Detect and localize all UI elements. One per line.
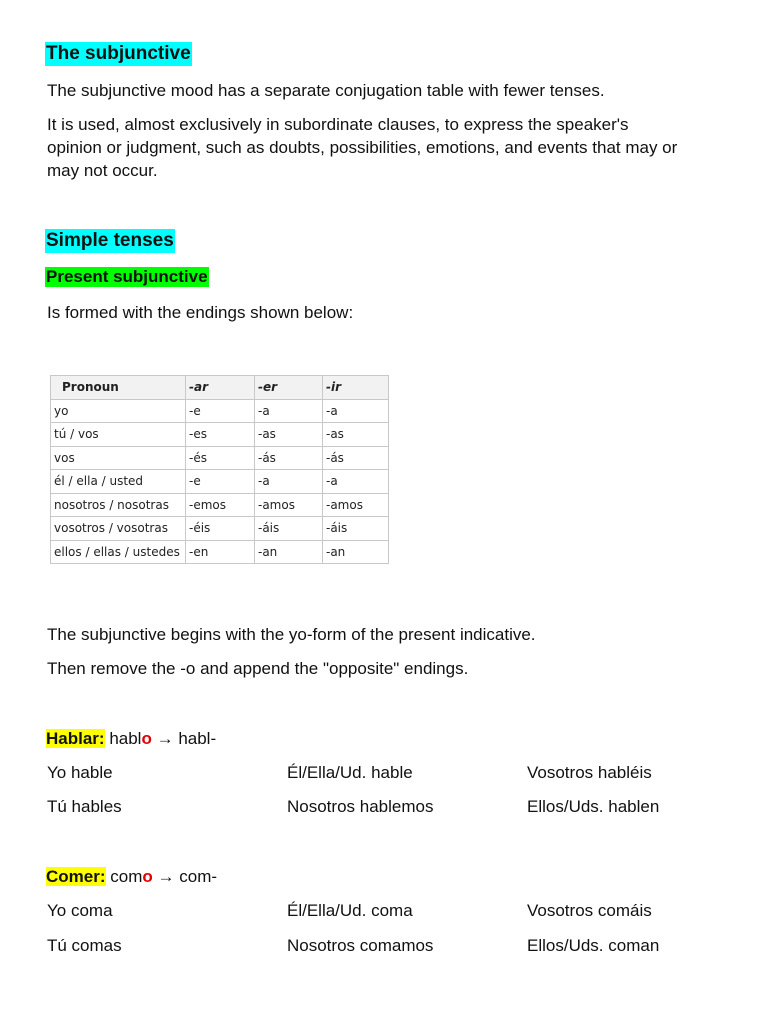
table-row: [51, 446, 389, 470]
comer-form-nosotros: Nosotros comamos: [287, 936, 434, 955]
table-row: [51, 540, 389, 564]
ending-ir-cell: -a: [323, 399, 389, 423]
ending-ir-cell: -amos: [323, 493, 389, 517]
explanation-line-2: Then remove the -o and append the "opposite" endings.: [47, 659, 469, 678]
pronoun-cell: nosotros / nosotras: [51, 493, 186, 517]
ending-er-cell: -amos: [255, 493, 323, 517]
arrow-icon: →: [156, 729, 174, 748]
comer-yo-stem: com: [110, 867, 143, 886]
paragraph-endings-intro: Is formed with the endings shown below:: [47, 303, 354, 322]
table-row: [51, 423, 389, 447]
hablar-verb-label: Hablar:: [46, 729, 105, 748]
header-ar: -ar: [186, 376, 255, 400]
hablar-stem-line: [46, 728, 216, 750]
comer-form-yo: Yo coma: [47, 901, 113, 920]
comer-result-stem: com-: [179, 867, 218, 886]
paragraph-usage-line-1: It is used, almost exclusively in subordinate clauses, to express the speaker's: [47, 115, 629, 134]
pronoun-cell: vosotros / vosotras: [51, 517, 186, 541]
explanation-line-1: The subjunctive begins with the yo-form of the present indicative.: [47, 625, 536, 644]
ending-er-cell: -a: [255, 470, 323, 494]
comer-form-vosotros: Vosotros comáis: [527, 901, 652, 920]
ending-ar-cell: -emos: [186, 493, 255, 517]
header-er: -er: [255, 376, 323, 400]
hablar-form-ellos: Ellos/Uds. hablen: [527, 797, 660, 816]
ending-ar-cell: -en: [186, 540, 255, 564]
ending-ar-cell: -e: [186, 399, 255, 423]
arrow-icon: →: [157, 867, 175, 886]
heading-subjunctive: The subjunctive: [46, 43, 191, 64]
pronoun-cell: ellos / ellas / ustedes: [51, 540, 186, 564]
table-row: [51, 493, 389, 517]
hablar-form-tu: Tú hables: [47, 797, 122, 816]
ending-ir-cell: -as: [323, 423, 389, 447]
ending-er-cell: -an: [255, 540, 323, 564]
ending-ir-cell: -ás: [323, 446, 389, 470]
pronoun-cell: yo: [51, 399, 186, 423]
hablar-yo-stem: habl: [109, 729, 142, 748]
hablar-form-el: Él/Ella/Ud. hable: [287, 763, 413, 782]
ending-ir-cell: -an: [323, 540, 389, 564]
hablar-removed-ending: o: [141, 729, 152, 748]
header-pronoun: Pronoun: [51, 376, 186, 400]
table-row: [51, 470, 389, 494]
table-row: [51, 399, 389, 423]
pronoun-cell: tú / vos: [51, 423, 186, 447]
comer-form-ellos: Ellos/Uds. coman: [527, 936, 660, 955]
ending-er-cell: -a: [255, 399, 323, 423]
ending-er-cell: -ás: [255, 446, 323, 470]
hablar-form-nosotros: Nosotros hablemos: [287, 797, 434, 816]
ending-ar-cell: -éis: [186, 517, 255, 541]
comer-stem-line: [46, 866, 217, 888]
table-header-row: [51, 376, 389, 400]
ending-er-cell: -as: [255, 423, 323, 447]
hablar-result-stem: habl-: [178, 729, 217, 748]
paragraph-intro: The subjunctive mood has a separate conjugation table with fewer tenses.: [47, 81, 605, 100]
ending-ir-cell: -áis: [323, 517, 389, 541]
comer-form-tu: Tú comas: [47, 936, 122, 955]
header-ir: -ir: [323, 376, 389, 400]
comer-removed-ending: o: [142, 867, 153, 886]
heading-simple-tenses: Simple tenses: [46, 230, 174, 251]
heading-present-subjunctive: Present subjunctive: [46, 267, 208, 286]
ending-ir-cell: -a: [323, 470, 389, 494]
paragraph-usage-line-2: opinion or judgment, such as doubts, possibilities, emotions, and events that may or: [47, 138, 678, 157]
pronoun-cell: él / ella / usted: [51, 470, 186, 494]
conjugation-table: [50, 375, 389, 564]
comer-form-el: Él/Ella/Ud. coma: [287, 901, 413, 920]
pronoun-cell: vos: [51, 446, 186, 470]
ending-er-cell: -áis: [255, 517, 323, 541]
ending-ar-cell: -es: [186, 423, 255, 447]
table-row: [51, 517, 389, 541]
hablar-form-vosotros: Vosotros habléis: [527, 763, 652, 782]
ending-ar-cell: -és: [186, 446, 255, 470]
paragraph-usage-line-3: may not occur.: [47, 161, 158, 180]
comer-verb-label: Comer:: [46, 867, 106, 886]
ending-ar-cell: -e: [186, 470, 255, 494]
hablar-form-yo: Yo hable: [47, 763, 113, 782]
